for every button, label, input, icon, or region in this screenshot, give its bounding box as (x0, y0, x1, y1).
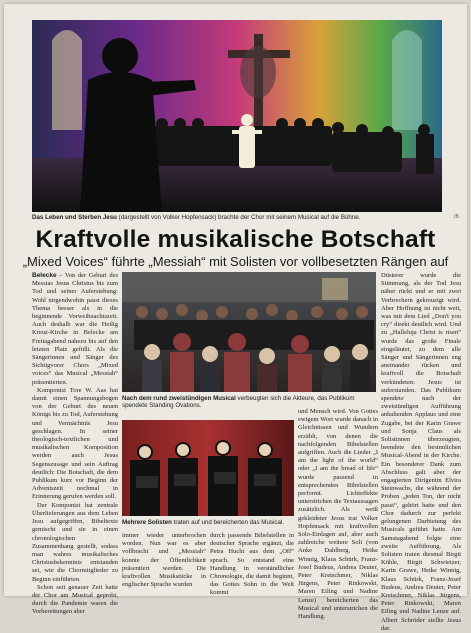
middle-photo-audience (122, 272, 376, 392)
col1-paragraph-3: Der Komponist hat zentrale Überlieferungen aus dem Leben Jesu aufgegriffen, Bibeltexte gemischt und sie in einen chronologischen Zusammenhang gestellt, sodass man wahres musikalisches Christusbekenntnis entstanden sei, wie die Chormitglieder zu Beginn einführten. (32, 501, 118, 583)
headline: Kraftvolle musikalische Botschaft (35, 226, 436, 253)
col5-paragraph: Düsterer wurde die Stimmung, als der Tod Jesu näher rückt und er mit zwei Verbrechern gekreuzigt wird. Aber Hoffnung ist nicht weit, was mit dem Lied „Don't you cry“ direkt deutlich wird. Und zu „Halleluja Christ is risen“ wurde das große Finale eingeläutet, zu dem alle Sänger und Sängerinnen eng aneinander rücken und kraftvoll die Botschaft verkündeten: Jesus ist auferstanden. Das Publikum spendete nach der zweistündigen Aufführung anhaltenden Applaus und eine Zugabe, bei der Karin Grawe und Sonja Claus als Solistinnen überzeugten, beendete den besinnlichen Musical-Abend in der Kirche. Ein besonderer Dank zum Abschluss galt aber der engagierten Dirigentin Elvira Steinwachs, die während der Proben „jeden Ton, der nicht passt“, gehört hatte und den Chor dadurch zur perfekt gelungenen Darbietung des Musicals geführt hatte. Am Samstagabend folgte eine zweite Aufführung. Als Solisten traten diesmal Birgit Kühle, Birgit Schwietzer, Karin Grawe, Heike Winnig, Klaus Schürk, Franz-Josef Budeus, Andrea Deuter, Peter Kretschmer, Niklas Jürgens, Peter Rinkowski, Maren Eiling und Nadine Lenze auf. Albert Schröder stellte Jesus dar. (381, 272, 461, 632)
dateline: Belecke (32, 272, 57, 279)
col3-paragraph: durch passende Bibelstellen in deutscher Sprache ergänzt, die Petra Hucht aus dem „Off“ sprach. So entstand eine Handlung in verständlicher Chronologie, die damit beginnt, das Gottes Sohn in die Welt kommt (210, 532, 294, 597)
article-column-4 (298, 408, 378, 621)
caption-text: (dargestellt von Volker Hopfensack) brachte der Chor mit seinem Musical auf die Bühne. (116, 214, 361, 221)
caption-bold: Mehrere Solisten (122, 519, 172, 526)
bottom-photo-caption (122, 519, 294, 526)
caption-bold: Das Leben und Sterben Jesu (32, 214, 117, 221)
col1-paragraph-2: Komponist Tore W. Aas hat damit einen Spannungsbogen von der Geburt des neuen Königs bis zu Tod, Auferstehung und Vermächtnis Jesu geschlagen. In seiner theologisch-textlichen und musikalischen Komposition werden auch Jesus Segenszusage und sein Auftrag deutlich: Die Botschaft, die dem Publikum kurz vor Beginn der Adventszeit nochmal in Erinnerung gerufen werden soll. (32, 386, 118, 501)
col1-paragraph-4: Schon seit genauer Zeit hatte der Chor am Musical geprobt, durch die Pandemie waren die Vorbereitungen aber (32, 583, 118, 616)
caption-text: verbeugten sich die Akteure, das Publikum spendete Standing Ovations. (122, 395, 355, 410)
article-column-3-bottom (210, 532, 294, 598)
subheadline: „Mixed Voices“ führte „Messiah“ mit Solisten vor vollbesetzten Rängen auf (22, 254, 449, 269)
article-column-1 (32, 272, 118, 617)
article-column-5 (381, 272, 461, 633)
page-mark: JB (453, 214, 459, 220)
article-column-2-bottom (122, 532, 206, 589)
caption-bold: Nach dem rund zweistündigen Musical (122, 395, 236, 402)
top-photo-caption (32, 214, 432, 221)
col1-paragraph-1: – Von der Geburt des Messias Jesus Christus bis zum Tod und seiner Auferstehung: Wohl nirgendwohin passt dieses Thema besser als in die beginnende Vorweihnachtszeit. Auch deshalb war die Heilig Kreuz-Kirche in Belecke am Freitagabend nahezu bis auf den letzten Platz gefüllt. Als die Sängerinnen und Sänger des Sichtigvorer Chors „Mixed voices“ das Musical „Messiah“ präsentierten. (32, 272, 118, 386)
col4-paragraph: und Mensch wird. Von Gottes ewigem Wort wurde danach in Gleichnissen und Wundern erzählt, von denen die nachfolgenden Bibelstellen aufgriffen. Auch die Lieder „I am the light of the world“ oder „I am the bread of life“ wurde passend in entsprechenden Bibelstellen performt. Lichteffekte unterstrichen die Textaussagen zusätzlich. Als weiß gekleideter Jesus trat Volker Hopfensack mit kraftvollen Solo-Einlagen auf, aber auch zahlreiche weitere Soli (von Anke Dahlberg, Heike Winnig, Klaus Schürk, Franz-Josef Budeus, Andrea Deuter, Peter Kretschmer, Niklas Jürgens, Peter Rinkowski, Maren Eiling und Nadine Lenze) bereicherten das Musical und unterstrichen die Handlung. (298, 408, 378, 621)
newspaper-clipping (4, 4, 467, 632)
caption-text: traten auf und bereicherten das Musical. (171, 519, 285, 526)
top-photo-stage (32, 20, 442, 212)
bottom-photo-soloists (122, 420, 294, 516)
col2-paragraph: immer wieder unterbrochen worden. Nun war es aber vollbracht und „Messiah“ konnte der Öffentlichkeit präsentiert werden. Die kraftvollen Musikstücke in englischer Sprache wurden (122, 532, 206, 589)
